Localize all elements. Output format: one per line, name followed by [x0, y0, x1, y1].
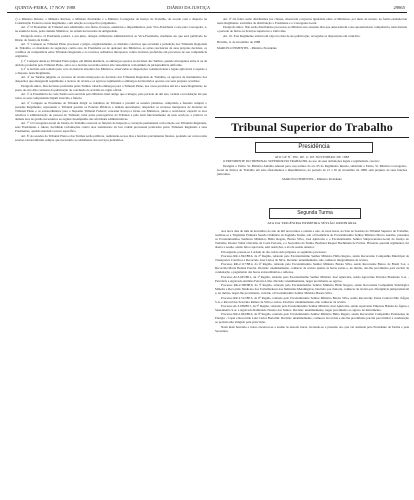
act-signature: MARCELO PIMENTEL - Ministro Presidente	[282, 176, 342, 181]
left-column	[15, 17, 207, 495]
presidencia-box: Presidência	[255, 142, 373, 153]
paragraph: O PRESIDENTE DO TRIBUNAL SUPERIOR DO TRABALHO, no uso de suas atribuições legais e regimentais, resolve:	[223, 159, 380, 164]
paragraph: Aos nove dias do mês de novembro do ano de mil novecentos e oitenta e oito, às treze horas, na Sala de Sessões do Tribunal Superior do Trabalho, realizou-se a Trigésima Primeira Sessão Ordinária da Segunda Turma, sob a Presidência do Excelentíssimo Senhor Ministro Marco Aurélio, presentes os Excelentíssimos Senhores Ministros Hélio Regato, Barata Silva, José Ajuricaba e o Excelentíssimo Senhor Subprocurador-Geral da Justiça do Trabalho, Doutor Valter Otaviano da Costa Ferreira, e a Secretária da Turma, Bacharel Raquel Hochmann de Freitas. Havendo quorum regimental, foi aberta a sessão, sendo lida e aprovada, sem restrições, a ata da sessão anterior.	[215, 229, 409, 250]
paragraph: Processo AI-3.188/88.7, da 5ª Região, relatado pelo Excelentíssimo Senhor Ministro José Ajuricaba, sendo Agravante Empresa Baiana de Águas e Saneamento S.A. e Agravado Raimundo Nonato dos Santos. Decisão: unanimemente, negar provimento ao agravo de instrumento.	[215, 303, 409, 312]
signature-place: Brasília, 11 de novembro de 1988	[217, 39, 261, 44]
paragraph: § 2º A decisão será tomada pelo voto da maioria absoluta dos Ministros, observadas as disposições constitucionais e legais aplicáveis à espécie e o disposto neste Regimento.	[15, 67, 207, 76]
paragraph: Processo RR-2.604/88.0, da 9ª Região, relatado pelo Excelentíssimo Senhor Ministro Hélio Regato, sendo Recorrente Companhia Paranaense de Energia - Copel e Recorrido Luiz Carlos Bortolini. Decisão: unanimemente, conhecer da revista e dar-lhe provimento parcial para limitar a condenação ao período não atingido pela prescrição.	[215, 312, 409, 325]
paragraph: Art. 6º Compete ao Presidente do Tribunal dirigir os trabalhos do Tribunal e presidir as sessões plenárias, cumprindo e fazendo cumprir o presente Regimento; representar o Tribunal perante os Poderes Públicos e demais autoridades; despachar os recursos interpostos de decisões do Tribunal Pleno e os extraordinários para o Supremo Tribunal Federal; conceder licença e férias aos Ministros, juízes e servidores; expedir os atos relativos à administração do pessoal do Tribunal; velar pelas prerrogativas do Tribunal e pelo bom funcionamento de seus serviços; e praticar os demais atos de gestão necessários ao regular desempenho das atividades administrativas.	[15, 100, 207, 121]
ata-title: ATA DA TRIGÉSIMA PRIMEIRA SESSÃO ORDINÁRIA	[267, 221, 357, 225]
paragraph: Art. 5º A Presidência de cada Turma será exercida pelo Ministro mais antigo que a integre, pelo período de um ano, vedada a recondução até que todos os seus componentes hajam exercido a função.	[15, 92, 207, 101]
paragraph: Em seguida, passou-se à ordem do dia, tendo sido julgados os seguintes processos:	[221, 249, 327, 254]
right-main-column	[215, 229, 409, 489]
court-title: Tribunal Superior do Trabalho	[215, 117, 409, 138]
act-block	[217, 155, 407, 181]
newspaper-page	[7, 3, 409, 497]
paragraph: Parágrafo único. O Presidente poderá, a seu juízo, delegar atribuições administrativas ao Vice-Presidente, mediante ato que será publicado no Diário da Justiça da União.	[15, 33, 207, 42]
paragraph: Art. 2º O Presidente do Tribunal será substituído, nas férias, licenças, ausências e impedimentos, pelo Vice-Presidente e este pelo Corregedor, e, na ausência deste, pelos demais Ministros, na ordem decrescente de antiguidade.	[15, 25, 207, 34]
paragraph: Parágrafo único. Das decisões proferidas pelas Turmas caberão embargos para o Tribunal Pleno, nos casos previstos em lei e neste Regimento, no prazo de oito dias contados da publicação da conclusão do acórdão no órgão oficial.	[15, 83, 207, 92]
paragraph: Processo RR-2.512/88.3, da 6ª Região, relatado pelo Excelentíssimo Senhor Ministro Barata Silva, sendo Recorrente Usina Central Olho d'Água S.A. e Recorridos Severino Ramos da Silva e outros. Decisão: unanimemente, não conhecer da revista.	[215, 295, 409, 304]
paragraph: Processo RR-2.117/88.4, da 4ª Região, relatado pelo Excelentíssimo Senhor Ministro Barata Silva, sendo Recorrente Banco do Brasil S.A. e Recorrida Maria Helena Pereira. Decisão: unanimemente, conhecer da revista quanto às horas extras e, no mérito, dar-lhe provimento para excluir da condenação o pagamento das horas extraordinárias e reflexos.	[215, 262, 409, 275]
paragraph: Designar o Exmo. Sr. Ministro Antônio Amaral para, nos termos do art. 65 do Regimento Interno, substituir o Exmo. Sr. Ministro Corregedor-Geral da Justiça do Trabalho em seus afastamentos e impedimentos, no período de 21 a 30 de novembro de 1988, sem prejuízo de suas funções judicantes.	[217, 163, 407, 176]
paragraph: Processo AI-3.045/88.1, da 1ª Região, relatado pelo Excelentíssimo Senhor Ministro José Ajuricaba, sendo Agravante Petróleo Brasileiro S.A. - Petrobrás e Agravado Antônio Ferreira Lima. Decisão: unanimemente, negar provimento ao agravo.	[215, 274, 409, 283]
paragraph: Art. 8º As sessões do Tribunal Pleno e das Turmas serão públicas, realizando-se nos dias e horários previamente fixados, podendo ser convocadas sessões extraordinárias sempre que necessário ao andamento dos serviços judiciários.	[15, 133, 207, 142]
paragraph: Processo RR-2.390/88.9, da 3ª Região, relatado pelo Excelentíssimo Senhor Ministro Hélio Regato, sendo Recorrente Companhia Siderúrgica Mineira e Recorrido Sindicato dos Trabalhadores nas Indústrias Metalúrgicas. Decisão: por maioria, conhecer da revista por divergência jurisprudencial e, no mérito, negar-lhe provimento, vencido o Excelentíssimo Senhor Ministro Barata Silva.	[215, 283, 409, 296]
page-header	[7, 3, 407, 13]
paragraph: Art. 4º As Turmas julgarão os recursos de revista interpostos de decisões dos Tribunais Regionais do Trabalho, os agravos de instrumento dos despachos que denegarem seguimento a recurso de revista e os agravos regimentais e embargos declaratórios opostos aos seus próprios acórdãos.	[15, 75, 207, 84]
signature-name: MARCELO PIMENTEL - Ministro Presidente	[217, 45, 277, 50]
right-top-column	[217, 17, 407, 113]
paragraph: c) o Ministro Relator, o Ministro Revisor, o Ministro Presidente e o Ministro Corregedor da Justiça do Trabalho, de acordo com o disposto na Constituição Federal e neste Regimento, com relação ao respectivo julgamento.	[15, 17, 207, 26]
header-publication: DIÁRIO DA JUSTIÇA	[167, 5, 211, 10]
paragraph: Art. 3º Compete ao Tribunal Pleno processar e julgar, originariamente, os dissídios coletivos que excedam a jurisdição dos Tribunais Regionais do Trabalho, os mandados de segurança contra atos do Presidente ou de qualquer dos Ministros, as ações rescisórias de suas próprias decisões, os conflitos de competência entre Tribunais Regionais e os recursos ordinários interpostos contra decisões proferidas em processos de sua competência originária.	[15, 42, 207, 59]
act-title: ATO GP Nº 386, DE 11 DE NOVEMBRO DE 1988	[274, 155, 350, 159]
paragraph: Art. 10. Este Regimento entrará em vigor na data de sua publicação, revogadas as disposições em contrário.	[223, 33, 361, 38]
paragraph: Processo RR-1.822/88.6, da 2ª Região, relatado pelo Excelentíssimo Senhor Ministro Hélio Regato, sendo Recorrente Companhia Municipal de Transportes Coletivos e Recorrido José Carlos da Silva. Decisão: unanimemente, não conhecer integralmente da revista.	[215, 253, 409, 262]
paragraph: Parágrafo único. Não serão distribuídos processos ao Ministro nos sessenta dias que antecederem a sua aposentadoria compulsória, nem durante o período de férias ou licenças superiores a trinta dias.	[217, 25, 407, 34]
paragraph: Art. 9º Os feitos serão distribuídos por classes, observada a rigorosa igualdade entre os Ministros, por meio de sorteio, na forma estabelecida neste Regimento, excluídos da distribuição o Presidente e o Corregedor-Geral.	[217, 17, 407, 26]
paragraph: § 1º Compete ainda ao Tribunal Pleno julgar, em última instância, os embargos opostos às decisões das Turmas, quando divergentes entre si ou de decisão proferida pelo Tribunal Pleno, salvo se a decisão recorrida estiver em consonância com súmula de jurisprudência uniforme.	[15, 58, 207, 67]
turma-box: Segunda Turma	[269, 208, 361, 219]
paragraph: Art. 7º O Corregedor-Geral da Justiça do Trabalho exercerá as funções de inspeção e correição permanente com relação aos Tribunais Regionais, seus Presidentes e Juízes, decidindo reclamações contra atos atentatórios da boa ordem processual praticados pelos Tribunais Regionais e seus Presidentes, quando inexistir recurso específico.	[15, 121, 207, 134]
header-page-number: 29865	[393, 5, 405, 10]
header-date: QUINTA-FEIRA, 17 NOV 1988	[15, 5, 76, 10]
paragraph: Nada mais havendo a tratar, encerrou-se a sessão às dezoito horas, lavrando-se a presente ata, que vai assinada pelo Presidente da Turma e pela Secretária.	[215, 324, 409, 333]
